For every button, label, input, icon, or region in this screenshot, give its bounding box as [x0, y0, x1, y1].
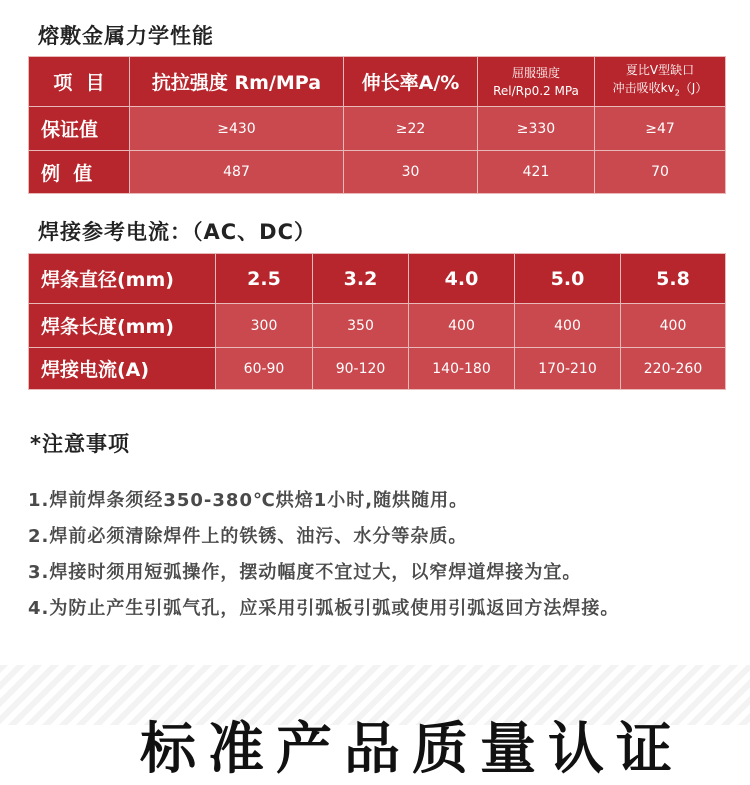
diameter-cell: 3.2: [313, 254, 409, 304]
length-cell: 300: [216, 304, 313, 348]
impact-header-line1: 夏比V型缺口: [625, 62, 695, 77]
current-row: [29, 348, 726, 390]
length-row: [29, 304, 726, 348]
length-cell: 400: [621, 304, 726, 348]
note-item: 1.焊前焊条须经350-380℃烘焙1小时,随烘随用。: [28, 490, 469, 511]
current-cell: 140-180: [409, 348, 515, 390]
impact-header-line2: [595, 79, 725, 102]
elongation-cell: 30: [344, 151, 478, 194]
impact-header-subscript: 2: [674, 88, 680, 98]
elongation-cell: ≥22: [344, 107, 478, 151]
diameter-label: 焊条直径(mm): [29, 254, 216, 304]
item-header: 项 目: [29, 57, 130, 107]
welding-current-table: [28, 253, 726, 390]
current-cell: 90-120: [313, 348, 409, 390]
tensile-cell: 487: [130, 151, 344, 194]
note-item: 4.为防止产生引弧气孔，应采用引弧板引弧或使用引弧返回方法焊接。: [28, 598, 620, 619]
impact-header: [595, 57, 726, 107]
tensile-header: 抗拉强度 Rm/MPa: [130, 57, 344, 107]
impact-header-text: 冲击吸收kv: [612, 80, 675, 95]
diameter-cell: 2.5: [216, 254, 313, 304]
current-cell: 220-260: [621, 348, 726, 390]
yield-header: [478, 57, 595, 107]
diameter-cell: 5.8: [621, 254, 726, 304]
diameter-cell: 5.0: [515, 254, 621, 304]
impact-header-unit: （J）: [679, 80, 708, 95]
length-label: 焊条长度(mm): [29, 304, 216, 348]
current-cell: 170-210: [515, 348, 621, 390]
impact-cell: 70: [595, 151, 726, 194]
diameter-cell: 4.0: [409, 254, 515, 304]
note-item: 3.焊接时须用短弧操作，摆动幅度不宜过大，以窄焊道焊接为宜。: [28, 562, 582, 583]
elongation-header: 伸长率A/%: [344, 57, 478, 107]
length-cell: 350: [313, 304, 409, 348]
row-label: 保证值: [29, 107, 130, 151]
length-cell: 400: [409, 304, 515, 348]
yield-cell: 421: [478, 151, 595, 194]
notes-title: *注意事项: [30, 432, 130, 456]
current-cell: 60-90: [216, 348, 313, 390]
impact-cell: ≥47: [595, 107, 726, 151]
footer-band: [0, 665, 750, 782]
table-row: [29, 107, 726, 151]
note-item: 2.焊前必须清除焊件上的铁锈、油污、水分等杂质。: [28, 526, 468, 547]
current-label: 焊接电流(A): [29, 348, 216, 390]
notes-list: [28, 483, 619, 627]
footer-heading: 标准产品质量认证: [140, 717, 684, 782]
length-cell: 400: [515, 304, 621, 348]
yield-header-line2: Rel/Rp0.2 MPa: [493, 83, 579, 98]
yield-header-line1: 屈服强度: [511, 65, 560, 80]
mechanical-properties-title: 熔敷金属力学性能: [38, 24, 214, 48]
row-label: 例 值: [29, 151, 130, 194]
welding-current-title: 焊接参考电流：（AC、DC）: [38, 220, 317, 244]
table-row: [29, 151, 726, 194]
yield-cell: ≥330: [478, 107, 595, 151]
mechanical-header-row: [29, 57, 726, 107]
mechanical-properties-table: [28, 56, 726, 194]
diameter-row: [29, 254, 726, 304]
tensile-cell: ≥430: [130, 107, 344, 151]
